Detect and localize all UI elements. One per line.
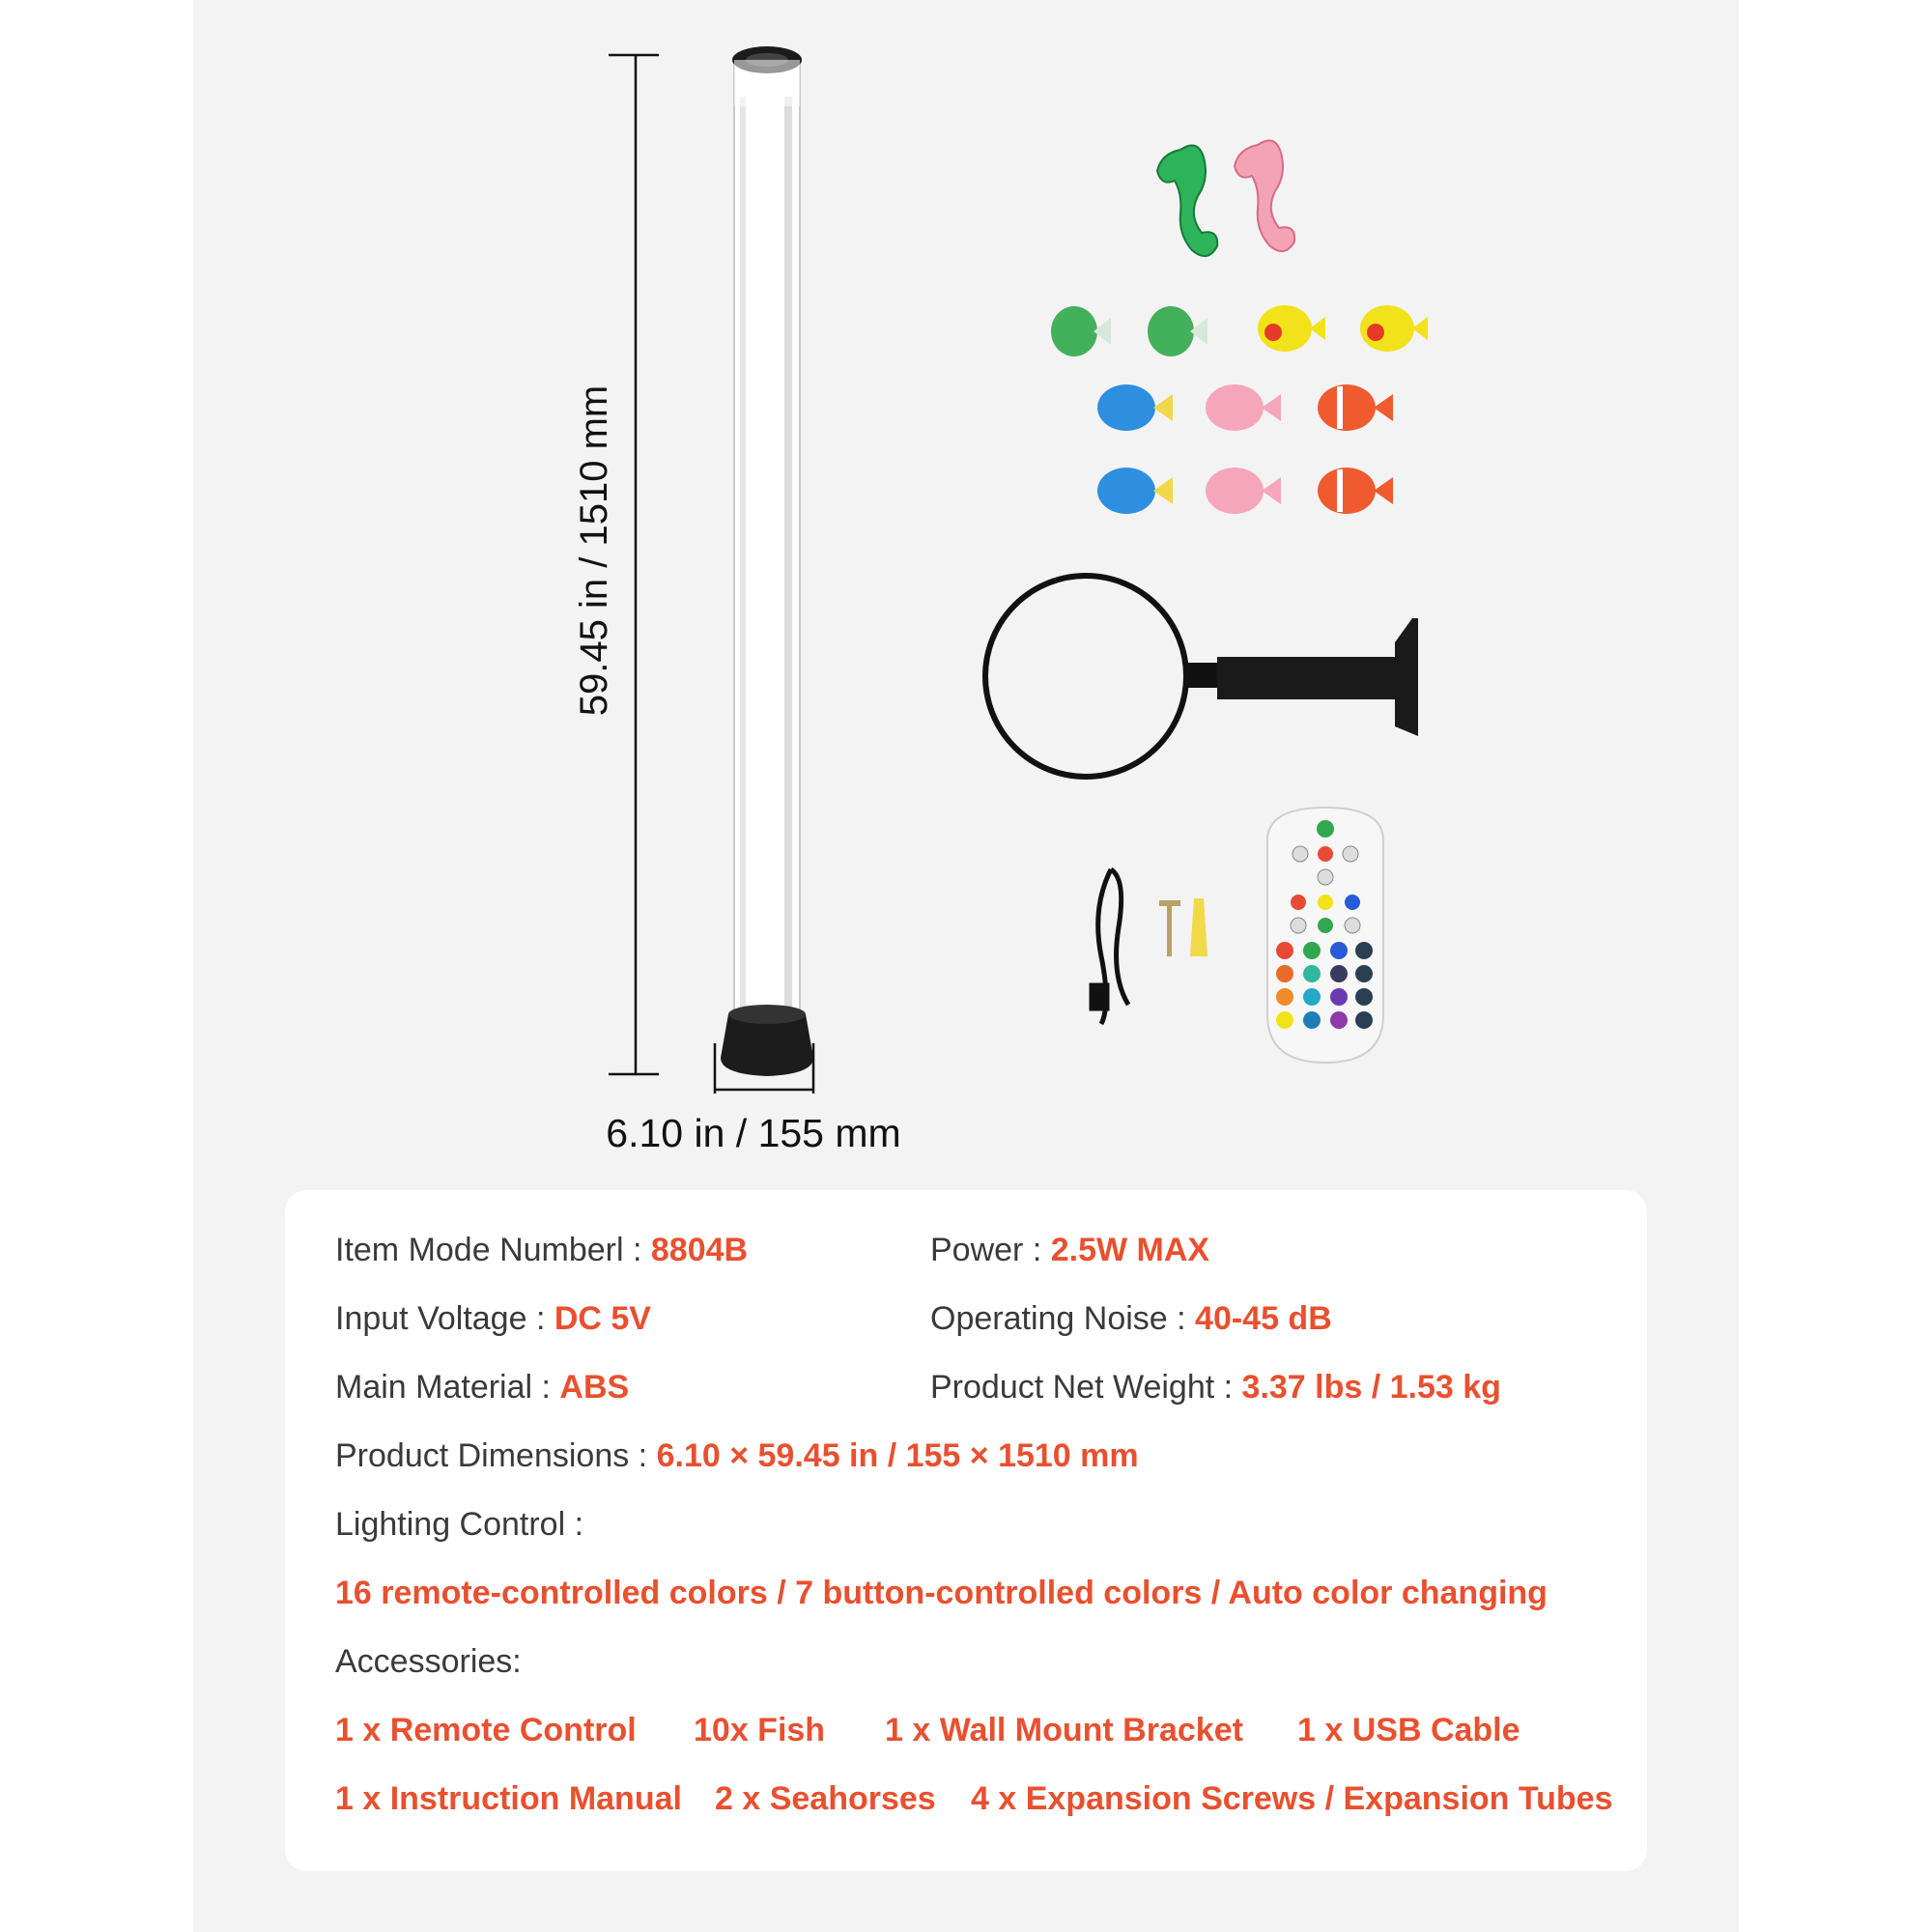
accessory-screws: 4 x Expansion Screws / Expansion Tubes xyxy=(971,1780,1613,1817)
spec-material-value: ABS xyxy=(559,1369,630,1406)
spec-weight-value: 3.37 lbs / 1.53 kg xyxy=(1241,1369,1501,1406)
spec-lighting-value: 16 remote-controlled colors / 7 button-controlled colors / Auto color changing xyxy=(335,1575,1548,1611)
spec-weight-label: Product Net Weight : xyxy=(930,1369,1242,1406)
spec-material xyxy=(335,1369,629,1406)
accessory-bracket: 1 x Wall Mount Bracket xyxy=(885,1712,1243,1748)
fish-icon xyxy=(1051,305,1428,514)
spec-model-label: Item Mode Numberl : xyxy=(335,1232,651,1268)
width-dimension-label: 6.10 in / 155 mm xyxy=(606,1111,901,1155)
accessory-usb: 1 x USB Cable xyxy=(1297,1712,1520,1748)
spec-material-label: Main Material : xyxy=(335,1369,560,1406)
seahorse-icon xyxy=(1157,141,1294,257)
accessory-remote: 1 x Remote Control xyxy=(335,1712,637,1748)
spec-voltage-value: DC 5V xyxy=(554,1300,651,1337)
accessory-seahorses: 2 x Seahorses xyxy=(715,1780,936,1817)
spec-power-value: 2.5W MAX xyxy=(1050,1232,1210,1268)
wall-bracket-icon xyxy=(985,576,1418,777)
spec-power xyxy=(930,1232,1209,1269)
spec-noise xyxy=(930,1300,1332,1338)
spec-dimensions-value: 6.10 × 59.45 in / 155 × 1510 mm xyxy=(656,1437,1139,1474)
spec-model-value: 8804B xyxy=(650,1232,749,1268)
accessory-fish: 10x Fish xyxy=(694,1712,826,1748)
spec-noise-value: 40-45 dB xyxy=(1195,1300,1332,1337)
accessory-manual: 1 x Instruction Manual xyxy=(335,1780,682,1817)
spec-noise-label: Operating Noise : xyxy=(930,1300,1196,1337)
spec-dimensions-label: Product Dimensions : xyxy=(335,1437,657,1474)
spec-weight xyxy=(930,1369,1501,1406)
remote-control-icon xyxy=(1267,808,1383,1063)
spec-model xyxy=(335,1232,748,1269)
spec-voltage xyxy=(335,1300,651,1338)
usb-cable-icon xyxy=(1092,869,1128,1024)
height-dimension-label: 59.45 in / 1510 mm xyxy=(572,384,615,717)
spec-voltage-label: Input Voltage : xyxy=(335,1300,554,1337)
screw-icon xyxy=(1159,898,1208,956)
spec-dimensions xyxy=(335,1437,1139,1475)
spec-lighting-label: Lighting Control : xyxy=(335,1506,584,1543)
accessories-label: Accessories: xyxy=(335,1643,522,1680)
spec-power-label: Power : xyxy=(930,1232,1051,1268)
